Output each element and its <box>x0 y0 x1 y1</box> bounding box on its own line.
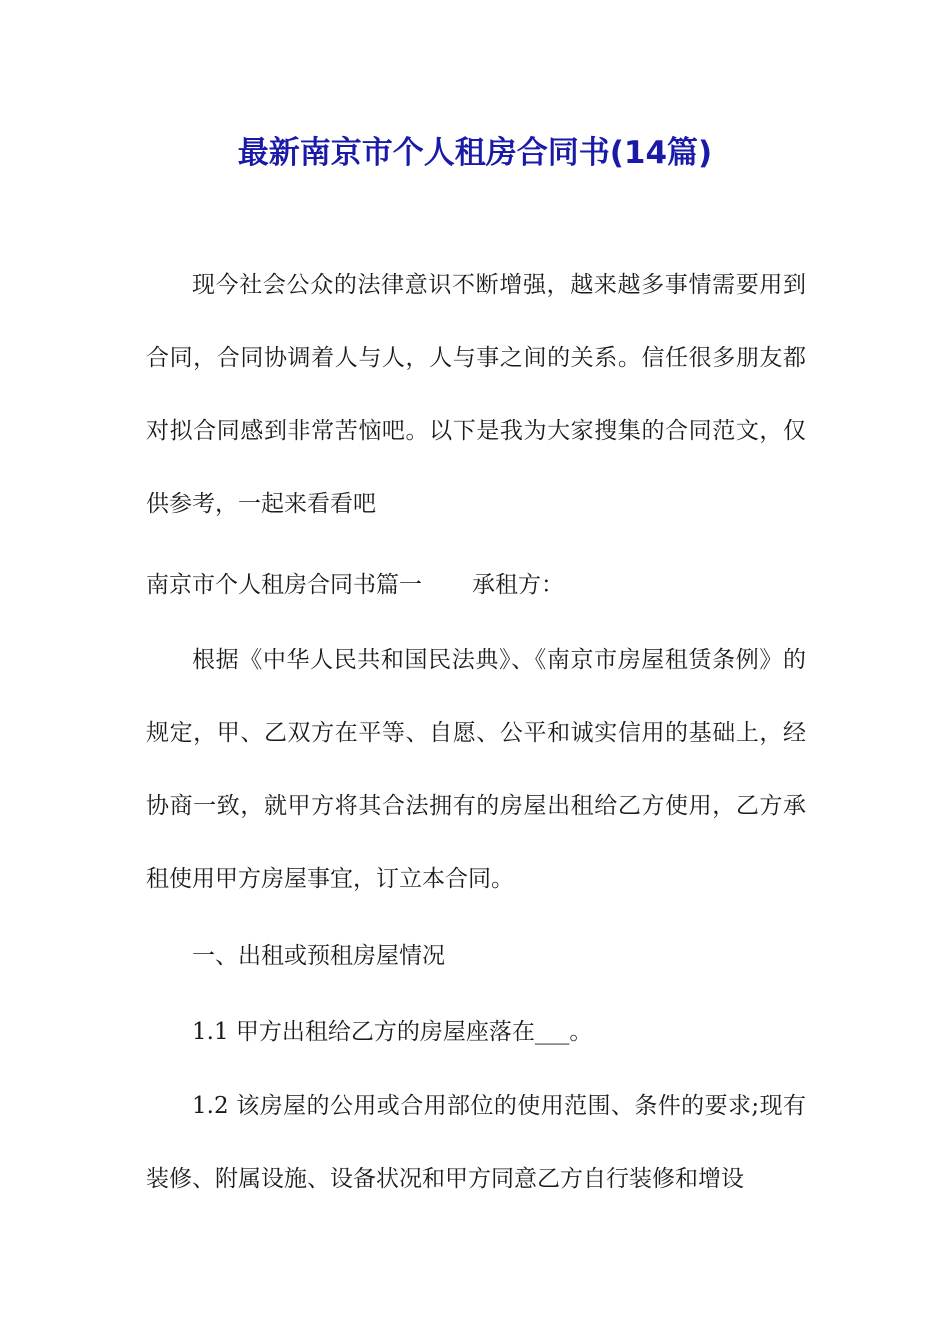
lessee-label: 承租方： <box>472 572 564 598</box>
chapter-heading: 南京市个人租房合同书篇一 <box>146 572 422 598</box>
intro-paragraph: 现今社会公众的法律意识不断增强，越来越多事情需要用到合同，合同协调着人与人，人与事之间的关系。信任很多朋友都对拟合同感到非常苦恼吧。以下是我为大家搜集的合同范文，仅供参考，一起来看看吧 <box>146 272 806 517</box>
basis-paragraph: 根据《中华人民共和国民法典》、《南京市房屋租赁条例》的规定，甲、乙双方在平等、自愿、公平和诚实信用的基础上，经协商一致，就甲方将其合法拥有的房屋出租给乙方使用，乙方承租使用甲方房屋事宜，订立本合同。 <box>146 647 806 892</box>
clause-1-1: 1.1 甲方出租给乙方的房屋座落在___。 <box>192 1019 593 1045</box>
document-title: 最新南京市个人租房合同书(14篇) <box>237 135 713 171</box>
section-heading-1: 一、出租或预租房屋情况 <box>192 943 445 969</box>
clause-1-2: 1.2 该房屋的公用或合用部位的使用范围、条件的要求;现有装修、附属设施、设备状况和甲方同意乙方自行装修和增设 <box>146 1093 806 1192</box>
chapter-heading-line <box>146 562 806 608</box>
